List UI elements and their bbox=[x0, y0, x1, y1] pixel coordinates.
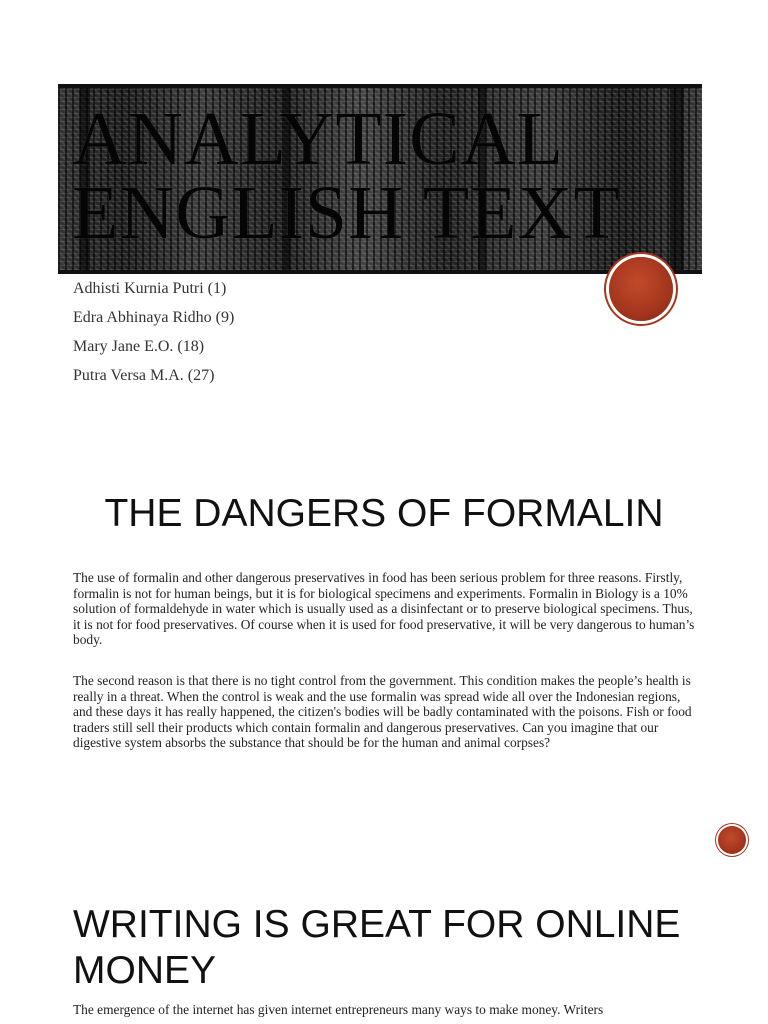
online-money-slide bbox=[0, 848, 768, 1024]
title-banner bbox=[58, 84, 702, 274]
main-title-line-1: ANALYTICAL bbox=[72, 97, 565, 181]
author-item: Putra Versa M.A. (27) bbox=[73, 367, 215, 384]
section-title: THE DANGERS OF FORMALIN bbox=[104, 492, 664, 535]
body-paragraph: The emergence of the internet has given internet entrepreneurs many ways to make money. Writers bbox=[73, 1002, 604, 1017]
main-title bbox=[72, 97, 621, 255]
author-list bbox=[73, 278, 234, 394]
title-slide bbox=[0, 0, 768, 448]
section-title: WRITING IS GREAT FOR ONLINE MONEY bbox=[73, 903, 681, 992]
main-title-line-2: ENGLISH TEXT bbox=[72, 171, 621, 255]
body-paragraph: The use of formalin and other dangerous preservatives in food has been serious problem for three reasons. Firstly, formalin is not for human beings, but it is for biological specimens and experiments. Formalin in Biology is a 10% solution of formaldehyde in water which is usually used as a disinfectant or to preserve biological specimens. Thus, it is not for food preservatives. Of course when it is used for food preservative, it will be very dangerous to human’s body. bbox=[73, 570, 695, 648]
banner-top-edge bbox=[58, 84, 702, 88]
accent-circle-decoration bbox=[609, 257, 673, 321]
author-item: Edra Abhinaya Ridho (9) bbox=[73, 309, 235, 326]
author-item: Mary Jane E.O. (18) bbox=[73, 338, 205, 355]
formalin-slide bbox=[0, 448, 768, 848]
author-item: Adhisti Kurnia Putri (1) bbox=[73, 280, 227, 297]
body-paragraph: The second reason is that there is no tight control from the government. This condition makes the people’s health is really in a threat. When the control is weak and the use formalin was spread wide all over the Indonesian regions, and these days it has really happened, the citizen's bodies will be badly contaminated with the poisons. Fish or food traders still sell their products which contain formalin and dangerous preservatives. Can you imagine that our digestive system absorbs the substance that should be for the human and animal corpses? bbox=[73, 673, 692, 751]
banner-bottom-edge bbox=[58, 270, 702, 274]
